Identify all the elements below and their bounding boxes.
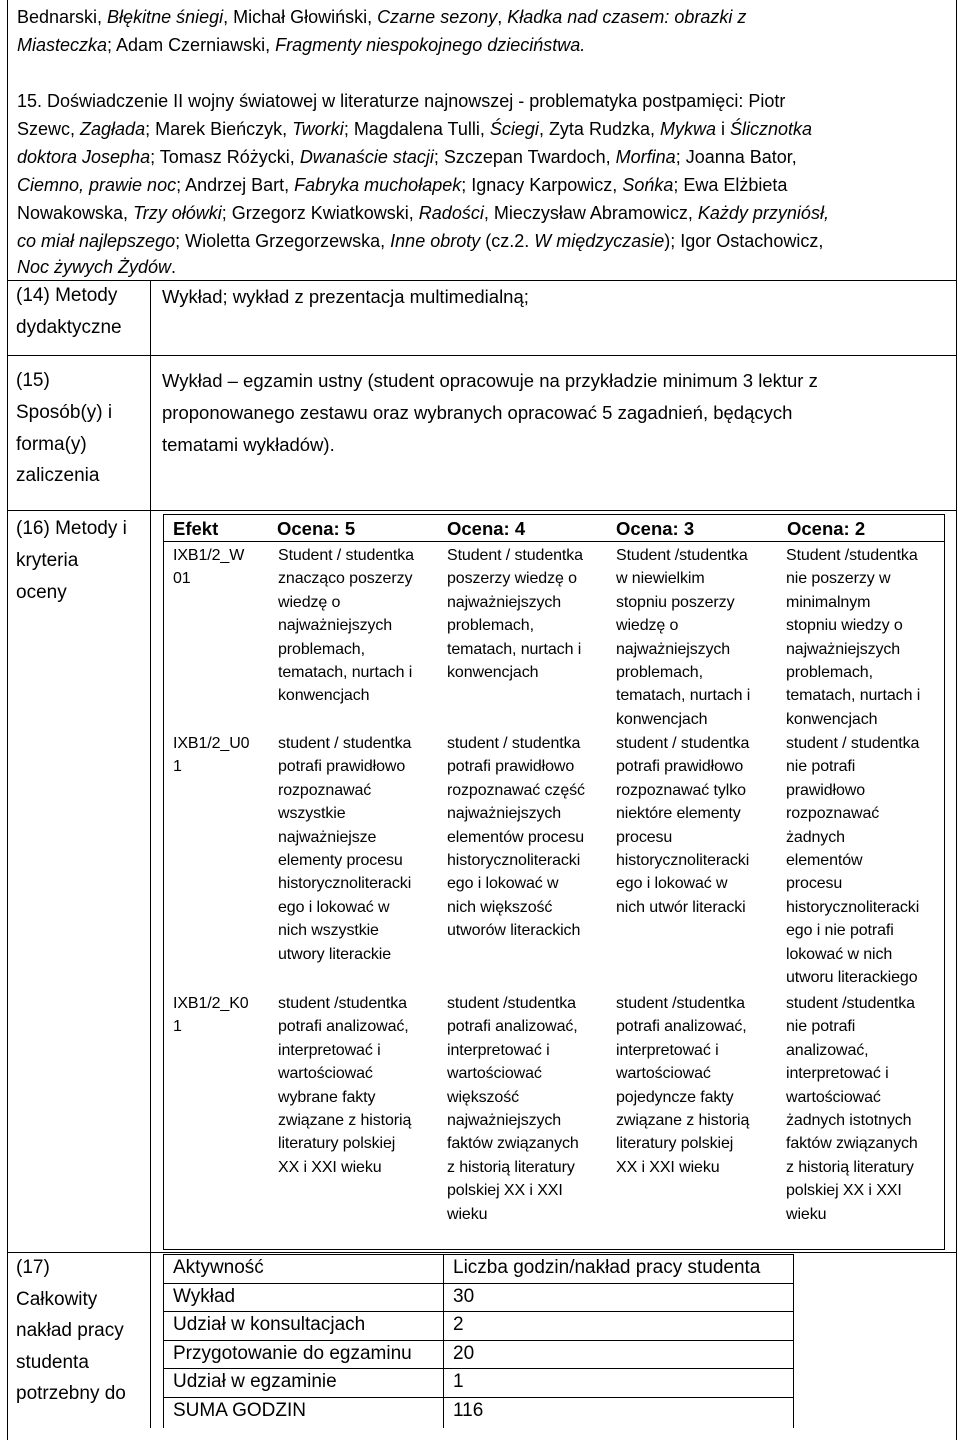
workload-activity: Udział w egzaminie: [173, 1371, 337, 1392]
grade-2-criteria-line: historycznoliteracki: [786, 898, 920, 916]
grade-2-criteria-line: wartościować: [786, 1088, 881, 1106]
text-run: ; Grzegorz Kwiatkowski,: [221, 203, 419, 223]
grade-5-criteria-line: wszystkie: [278, 805, 346, 823]
grade-5-criteria-line: najważniejszych: [278, 617, 393, 635]
italic-title: Fabryka muchołapek: [294, 175, 462, 195]
grading-header-grade-2: Ocena: 2: [787, 518, 866, 539]
italic-title: Tworki: [292, 119, 344, 139]
grade-5-criteria-line: wiedzę o: [278, 593, 341, 611]
grade-4-criteria-line: potrafi prawidłowo: [447, 758, 575, 776]
grade-2-criteria-line: nie potrafi: [786, 1018, 856, 1036]
grade-4-criteria-line: historycznoliteracki: [447, 852, 581, 869]
grade-3-criteria-line: nich utwór literacki: [616, 898, 746, 916]
grade-5-criteria-line: potrafi prawidłowo: [278, 758, 406, 776]
grade-2-criteria-line: analizować,: [786, 1041, 869, 1059]
grade-3-criteria-line: historycznoliteracki: [616, 852, 750, 869]
teaching-methods-text: Wykład; wykład z prezentacja multimedialną;: [162, 286, 529, 307]
row-17-label: nakład pracy: [16, 1320, 124, 1341]
grade-4-criteria-line: większość: [447, 1088, 520, 1106]
grade-3-criteria-line: niektóre elementy: [616, 805, 741, 823]
grade-3-criteria-line: student /studentka: [616, 995, 745, 1012]
grade-2-criteria-line: nie poszerzy w: [786, 570, 891, 588]
workload-activity: SUMA GODZIN: [173, 1400, 307, 1421]
grade-4-criteria-line: najważniejszych: [447, 1112, 562, 1129]
grade-2-criteria-line: ego i nie potrafi: [786, 922, 894, 940]
text-run: , Zyta Rudzka,: [538, 119, 660, 139]
grade-3-criteria-line: problemach,: [616, 664, 703, 681]
row-15-label: Sposób(y) i: [16, 402, 113, 423]
grade-4-criteria-line: elementów procesu: [447, 828, 585, 846]
workload-activity: Udział w konsultacjach: [173, 1314, 366, 1335]
workload-header-activity: Aktywność: [173, 1257, 264, 1278]
text-run: Szewc,: [17, 119, 81, 139]
row-16-label: kryteria: [16, 550, 79, 571]
grade-4-criteria-line: tematach, nurtach i: [447, 640, 582, 658]
topic-15-line: [17, 228, 823, 256]
grade-3-criteria-line: najważniejszych: [616, 640, 731, 658]
grade-2-criteria-line: interpretować i: [786, 1065, 889, 1083]
grade-2-criteria-line: żadnych: [786, 828, 845, 846]
text-run: ; Szczepan Twardoch,: [433, 147, 616, 167]
text-run: 15. Doświadczenie II wojny światowej w literaturze najnowszej - problematyka postpamięci: Piotr: [17, 91, 786, 111]
grade-2-criteria-line: problemach,: [786, 664, 873, 681]
grade-3-criteria-line: potrafi analizować,: [616, 1018, 747, 1036]
grade-5-criteria-line: ego i lokować w: [278, 898, 390, 916]
grade-3-criteria-line: pojedyncze fakty: [616, 1088, 734, 1106]
text-run: , Michał Głowiński,: [223, 7, 378, 27]
italic-title: Dwanaście stacji: [299, 147, 434, 167]
row-15-label: forma(y): [16, 434, 87, 455]
row-16-label: oceny: [16, 582, 67, 603]
assessment-form-text: proponowanego zestawu oraz wybranych opracować 5 zagadnień, będących: [162, 402, 793, 423]
text-run: ,: [497, 7, 508, 27]
grade-5-criteria-line: nich wszystkie: [278, 922, 379, 940]
italic-title: Trzy ołówki: [133, 203, 222, 223]
grade-2-criteria-line: student /studentka: [786, 995, 915, 1012]
text-run: .: [171, 257, 177, 277]
grade-4-criteria-line: potrafi analizować,: [447, 1018, 578, 1036]
text-run: ; Marek Bieńczyk,: [145, 119, 293, 139]
grade-4-criteria-line: Student / studentka: [447, 547, 583, 564]
grade-3-criteria-line: konwencjach: [616, 710, 708, 728]
text-run: , Mieczysław Abramowicz,: [483, 203, 698, 223]
grade-3-criteria-line: potrafi prawidłowo: [616, 758, 744, 776]
grade-3-criteria-line: stopniu poszerzy: [616, 593, 735, 611]
grade-3-criteria-line: rozpoznawać tylko: [616, 781, 746, 799]
italic-title: Miasteczka: [17, 35, 108, 55]
grade-4-criteria-line: poszerzy wiedzę o: [447, 570, 577, 588]
grade-3-criteria-line: tematach, nurtach i: [616, 687, 751, 705]
grade-2-criteria-line: student / studentka: [786, 735, 920, 752]
italic-title: Ściegi: [489, 119, 539, 139]
text-run: ; Ignacy Karpowicz,: [461, 175, 623, 195]
grade-5-criteria-line: potrafi analizować,: [278, 1018, 409, 1036]
text-run: ); Igor Ostachowicz,: [664, 231, 824, 251]
grade-3-criteria-line: wartościować: [616, 1065, 711, 1083]
grade-4-criteria-line: wartościować: [447, 1065, 542, 1083]
grade-5-criteria-line: historycznoliteracki: [278, 875, 412, 893]
grade-3-criteria-line: XX i XXI wieku: [616, 1158, 720, 1176]
workload-hours: 30: [453, 1286, 475, 1307]
grade-2-criteria-line: utworu literackiego: [786, 969, 918, 986]
workload-activity: Wykład: [173, 1286, 236, 1307]
text-run: ; Wioletta Grzegorzewska,: [175, 231, 391, 251]
workload-hours: 116: [453, 1400, 484, 1421]
grade-3-criteria-line: procesu: [616, 828, 673, 846]
text-run: i: [716, 119, 731, 139]
grade-2-criteria-line: wieku: [786, 1205, 827, 1223]
workload-hours: 20: [453, 1343, 475, 1364]
grade-2-criteria-line: konwencjach: [786, 710, 878, 728]
italic-title: Błękitne śniegi: [107, 7, 224, 27]
effect-code-line: IXB1/2_U0: [173, 735, 250, 752]
row-17-label: potrzebny do: [16, 1383, 126, 1404]
label-column-divider: [150, 280, 151, 1428]
grade-5-criteria-line: wybrane fakty: [278, 1088, 376, 1106]
grade-2-criteria-line: prawidłowo: [786, 781, 866, 799]
grade-2-criteria-line: z historią literatury: [786, 1158, 914, 1176]
assessment-form-text: tematami wykładów).: [162, 434, 335, 455]
grade-3-criteria-line: ego i lokować w: [616, 875, 728, 893]
italic-title: Mykwa: [659, 119, 716, 139]
workload-row-divider: [163, 1283, 794, 1284]
grade-2-criteria-line: żadnych istotnych: [786, 1112, 912, 1129]
grading-header-grade-3: Ocena: 3: [616, 518, 695, 539]
italic-title: Ciemno, prawie noc: [17, 175, 177, 195]
italic-title: Ślicznotka: [730, 119, 813, 139]
grade-5-criteria-line: interpretować i: [278, 1041, 381, 1059]
text-run: ; Andrzej Bart,: [176, 175, 295, 195]
grade-3-criteria-line: w niewielkim: [616, 570, 705, 588]
italic-title: W międzyczasie: [534, 231, 665, 251]
grade-5-criteria-line: elementy procesu: [278, 852, 403, 869]
effect-code-line: 1: [173, 758, 182, 776]
row-17-label: studenta: [16, 1352, 89, 1373]
grade-5-criteria-line: literatury polskiej: [278, 1135, 396, 1153]
workload-hours: 2: [453, 1314, 464, 1335]
effect-code-line: IXB1/2_W: [173, 547, 245, 564]
grade-5-criteria-line: wartościować: [278, 1065, 373, 1083]
grade-4-criteria-line: ego i lokować w: [447, 875, 559, 893]
grade-5-criteria-line: problemach,: [278, 640, 365, 658]
text-run: Bednarski,: [17, 7, 108, 27]
literature-list-line: [17, 32, 585, 60]
literature-list-line: [17, 4, 746, 32]
grade-5-criteria-line: student / studentka: [278, 735, 412, 752]
effect-code-line: 1: [173, 1018, 182, 1036]
topic-15-line: [17, 200, 829, 228]
italic-title: Noc żywych Żydów: [17, 257, 172, 277]
grade-2-criteria-line: Student /studentka: [786, 547, 918, 564]
row-14-label: (14) Metody: [16, 285, 118, 306]
grade-4-criteria-line: interpretować i: [447, 1041, 550, 1059]
grade-3-criteria-line: literatury polskiej: [616, 1135, 734, 1153]
text-run: (cz.2.: [480, 231, 535, 251]
row-17-label: Całkowity: [16, 1289, 98, 1310]
italic-title: Radości: [418, 203, 484, 223]
workload-activity: Przygotowanie do egzaminu: [173, 1343, 412, 1364]
text-run: ; Ewa Elżbieta: [673, 175, 788, 195]
grade-5-criteria-line: utwory literackie: [278, 945, 392, 963]
row-17-label: (17): [16, 1257, 50, 1278]
grade-5-criteria-line: związane z historią: [278, 1112, 412, 1129]
grade-2-criteria-line: tematach, nurtach i: [786, 687, 921, 705]
italic-title: Morfina: [615, 147, 676, 167]
italic-title: Fragmenty niespokojnego dzieciństwa.: [275, 35, 586, 55]
italic-title: Każdy przyniósł,: [697, 203, 829, 223]
grade-4-criteria-line: student /studentka: [447, 995, 576, 1012]
grade-5-criteria-line: Student / studentka: [278, 547, 414, 564]
row-16-label: (16) Metody i: [16, 518, 127, 539]
grade-2-criteria-line: faktów związanych: [786, 1135, 918, 1153]
italic-title: Inne obroty: [390, 231, 481, 251]
grade-5-criteria-line: student /studentka: [278, 995, 407, 1012]
text-run: ; Joanna Bator,: [675, 147, 797, 167]
italic-title: Zagłada: [80, 119, 146, 139]
grading-header-grade-5: Ocena: 5: [277, 518, 356, 539]
grade-4-criteria-line: student / studentka: [447, 735, 581, 752]
grade-2-criteria-line: minimalnym: [786, 593, 871, 611]
text-run: Nowakowska,: [17, 203, 134, 223]
grade-4-criteria-line: problemach,: [447, 617, 534, 635]
italic-title: co miał najlepszego: [17, 231, 176, 251]
effect-code-line: IXB1/2_K0: [173, 995, 249, 1012]
text-run: ; Tomasz Różycki,: [150, 147, 300, 167]
grade-4-criteria-line: polskiej XX i XXI: [447, 1182, 563, 1200]
effect-code-line: 01: [173, 570, 191, 588]
grade-2-criteria-line: rozpoznawać: [786, 805, 880, 823]
grade-5-criteria-line: rozpoznawać: [278, 781, 372, 799]
row-15-label: (15): [16, 370, 50, 391]
grade-4-criteria-line: z historią literatury: [447, 1158, 575, 1176]
grade-3-criteria-line: Student /studentka: [616, 547, 748, 564]
workload-hours: 1: [453, 1371, 464, 1392]
grade-2-criteria-line: polskiej XX i XXI: [786, 1182, 902, 1200]
assessment-form-text: Wykład – egzamin ustny (student opracowuje na przykładzie minimum 3 lektur z: [162, 370, 818, 391]
grade-2-criteria-line: procesu: [786, 875, 843, 893]
row-15-label: zaliczenia: [16, 465, 100, 486]
topic-15-line: [17, 172, 787, 200]
grade-2-criteria-line: lokować w nich: [786, 945, 893, 963]
grade-4-criteria-line: najważniejszych: [447, 593, 562, 611]
grade-3-criteria-line: wiedzę o: [616, 617, 679, 635]
grading-header-grade-4: Ocena: 4: [447, 518, 526, 539]
grading-header-effect: Efekt: [173, 518, 219, 539]
grade-5-criteria-line: najważniejsze: [278, 828, 377, 846]
italic-title: Kładka nad czasem: obrazki z: [507, 7, 747, 27]
topic-15-line: [17, 88, 785, 116]
grade-5-criteria-line: konwencjach: [278, 687, 370, 705]
grade-3-criteria-line: związane z historią: [616, 1112, 750, 1129]
grade-4-criteria-line: konwencjach: [447, 664, 539, 681]
workload-header-hours: Liczba godzin/nakład pracy studenta: [453, 1257, 761, 1278]
italic-title: Czarne sezony: [377, 7, 498, 27]
workload-column-divider: [443, 1254, 444, 1428]
grade-4-criteria-line: najważniejszych: [447, 805, 562, 823]
topic-15-line: [17, 116, 812, 144]
grade-5-criteria-line: tematach, nurtach i: [278, 664, 413, 681]
grade-4-criteria-line: rozpoznawać część: [447, 781, 585, 799]
grade-4-criteria-line: utworów literackich: [447, 922, 581, 940]
grade-5-criteria-line: XX i XXI wieku: [278, 1158, 382, 1176]
grade-2-criteria-line: elementów: [786, 852, 863, 869]
text-run: ; Adam Czerniawski,: [107, 35, 276, 55]
grade-4-criteria-line: faktów związanych: [447, 1135, 579, 1153]
grade-2-criteria-line: nie potrafi: [786, 758, 856, 776]
grade-2-criteria-line: najważniejszych: [786, 640, 901, 658]
topic-15-line: [17, 254, 176, 282]
italic-title: doktora Josepha: [17, 147, 151, 167]
grade-5-criteria-line: znacząco poszerzy: [278, 570, 413, 588]
text-run: ; Magdalena Tulli,: [343, 119, 490, 139]
grade-3-criteria-line: student / studentka: [616, 735, 750, 752]
grade-4-criteria-line: wieku: [447, 1205, 488, 1223]
grade-2-criteria-line: stopniu wiedzy o: [786, 617, 903, 635]
topic-15-line: [17, 144, 797, 172]
grade-4-criteria-line: nich większość: [447, 898, 553, 916]
italic-title: Sońka: [622, 175, 674, 195]
grade-3-criteria-line: interpretować i: [616, 1041, 719, 1059]
row-14-label: dydaktyczne: [16, 317, 122, 338]
